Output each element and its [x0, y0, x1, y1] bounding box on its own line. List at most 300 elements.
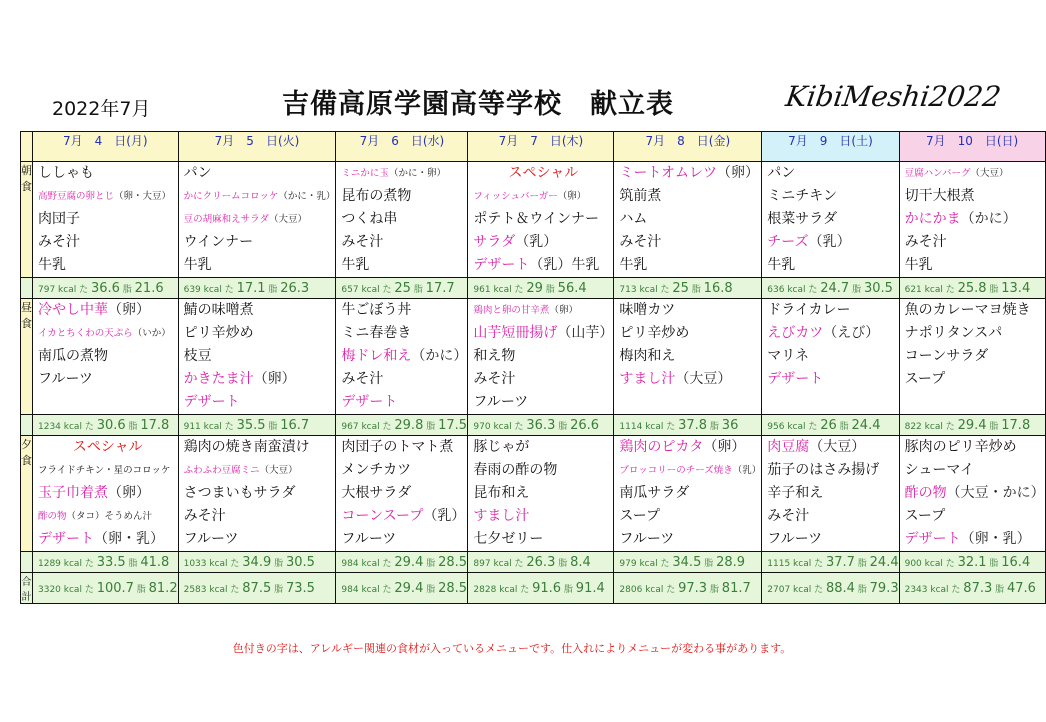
menu-item [179, 185, 336, 208]
day-header-row [21, 132, 1046, 162]
dish-name: 山芋短冊揚げ [473, 325, 558, 341]
menu-item [762, 528, 898, 551]
day-date: 7月 5 日 [214, 134, 278, 148]
kcal-unit: kcal [358, 584, 383, 595]
fat-label: 脂 [555, 421, 571, 432]
fat-value: 21.6 [134, 280, 164, 296]
nutrition-cell [899, 552, 1045, 573]
fat-value: 24.4 [869, 554, 899, 570]
dish-name: デザート [904, 531, 961, 547]
menu-item [614, 482, 761, 505]
protein-value: 29.8 [394, 417, 424, 433]
fat-label: 脂 [701, 558, 717, 569]
day-date: 7月 9 日 [788, 134, 852, 148]
dish-name: デザート [341, 394, 398, 410]
kcal-unit: kcal [784, 284, 809, 295]
nutrition-cell [899, 415, 1045, 436]
allergen-note: （大豆・かに） [946, 485, 1045, 501]
allergen-note: （えび） [823, 325, 880, 341]
allergen-note: （卵） [557, 191, 587, 202]
dish-name: 切干大根煮 [904, 188, 975, 204]
lunch-row [21, 299, 1046, 415]
day-date: 7月 10 日 [925, 134, 997, 148]
dish-name: みそ汁 [341, 234, 384, 250]
dish-name: 大根サラダ [341, 485, 412, 501]
dish-name: 牛乳 [904, 257, 933, 273]
kcal-unit: kcal [60, 558, 85, 569]
dish-name: スープ [904, 508, 946, 524]
fat-label: 脂 [119, 284, 135, 295]
menu-item [762, 345, 898, 368]
menu-cell [762, 162, 899, 278]
menu-item [33, 482, 178, 505]
menu-cell [614, 299, 762, 415]
fat-value: 26.6 [570, 417, 600, 433]
menu-item [614, 368, 761, 391]
dish-name: みそ汁 [767, 508, 810, 524]
dish-name: 鶏肉の焼き南蛮漬け [183, 439, 310, 455]
menu-item [900, 162, 1045, 185]
dish-name: 七夕ゼリー [473, 531, 544, 547]
kcal-unit: kcal [55, 284, 80, 295]
dish-name: 枝豆 [183, 348, 212, 364]
menu-item [336, 391, 467, 414]
fat-label: 脂 [688, 284, 704, 295]
fat-label: 脂 [849, 284, 864, 295]
menu-item [336, 299, 467, 322]
dish-name: ミートオムレツ [619, 165, 718, 181]
kcal-unit: kcal [358, 284, 383, 295]
protein-label: た [814, 558, 826, 569]
kcal-value: 897 [473, 558, 491, 569]
menu-item [179, 528, 336, 551]
menu-item [468, 368, 613, 391]
day-of-week: (水) [422, 134, 445, 148]
fat-value: 47.6 [1006, 580, 1036, 596]
menu-item [179, 254, 336, 277]
dish-name: 玉子巾着煮 [38, 485, 108, 501]
dinner-nutrition-label [21, 552, 33, 573]
dish-name: えびカツ [767, 325, 824, 341]
menu-item [468, 231, 613, 254]
nutrition-cell [614, 552, 762, 573]
fat-label: 脂 [707, 421, 722, 432]
fat-value: 30.5 [863, 280, 893, 296]
fat-label: 脂 [555, 558, 571, 569]
fat-value: 28.9 [716, 554, 746, 570]
fat-label: 脂 [423, 584, 439, 595]
fat-value: 73.5 [285, 580, 315, 596]
protein-value: 29.4 [957, 417, 987, 433]
dish-name: スープ [619, 508, 661, 524]
day-header [468, 132, 614, 162]
menu-item [179, 208, 336, 231]
menu-item [468, 505, 613, 528]
menu-item [468, 528, 613, 551]
dish-name: 和え物 [473, 348, 516, 364]
menu-item [468, 436, 613, 459]
nutrition-cell [468, 552, 614, 573]
nutrition-cell [336, 415, 468, 436]
dish-name: 牛乳 [183, 257, 212, 273]
protein-label: た [514, 421, 527, 432]
menu-item [900, 368, 1045, 391]
dish-name: コーンサラダ [904, 348, 989, 364]
protein-label: た [514, 284, 527, 295]
fat-label: 脂 [854, 584, 870, 595]
dish-name: 豚じゃが [473, 439, 530, 455]
menu-item [336, 185, 467, 208]
dish-name: マリネ [767, 348, 810, 364]
dish-name: スペシャル [72, 439, 143, 455]
dish-name: 鶏肉のピカタ [619, 439, 704, 455]
day-date: 7月 4 日 [62, 134, 127, 148]
protein-label: た [808, 284, 821, 295]
fat-label: 脂 [410, 284, 426, 295]
day-of-week: (木) [561, 134, 584, 148]
protein-value: 24.7 [820, 280, 850, 296]
kcal-value: 797 [38, 284, 56, 295]
menu-table [20, 131, 1046, 604]
dish-name: フルーツ [341, 531, 397, 547]
menu-cell [468, 162, 614, 278]
kcal-unit: kcal [60, 584, 85, 595]
dish-name: シューマイ [904, 462, 975, 478]
fat-value: 16.7 [280, 417, 310, 433]
dish-name: 冷やし中華 [38, 302, 108, 318]
day-date: 7月 7 日 [498, 134, 562, 148]
menu-cell [178, 299, 336, 415]
menu-item [468, 322, 613, 345]
fat-label: 脂 [542, 284, 558, 295]
protein-label: た [224, 421, 237, 432]
dish-name: 高野豆腐の卵とじ [38, 191, 115, 202]
dish-name: 茄子のはさみ揚げ [767, 462, 880, 478]
fat-label: 脂 [133, 584, 149, 595]
kcal-value: 621 [904, 284, 922, 295]
protein-label: た [660, 558, 673, 569]
menu-item [33, 299, 178, 322]
nutrition-cell [178, 552, 336, 573]
fat-value: 56.4 [557, 280, 587, 296]
nutrition-cell [762, 552, 899, 573]
menu-item [762, 459, 898, 482]
dish-name: みそ汁 [183, 508, 226, 524]
menu-item [762, 231, 898, 254]
menu-item [33, 459, 178, 482]
protein-label: た [382, 584, 395, 595]
kcal-unit: kcal [490, 558, 515, 569]
kcal-value: 1033 [183, 558, 207, 569]
nutrition-cell [762, 278, 899, 299]
nutrition-cell [178, 573, 336, 604]
kcal-unit: kcal [358, 421, 383, 432]
protein-value: 25 [672, 280, 689, 296]
menu-cell [178, 162, 336, 278]
nutrition-cell [33, 573, 179, 604]
allergen-note: （タコ）そうめん汁 [66, 511, 153, 522]
allergen-note: （卵・乳） [94, 531, 164, 547]
fat-value: 79.3 [869, 580, 899, 596]
fat-value: 17.5 [438, 417, 468, 433]
kcal-value: 911 [183, 421, 201, 432]
dish-name: パン [183, 165, 212, 181]
dish-name: フィッシュバーガー [473, 191, 558, 202]
kcal-value: 1114 [619, 421, 643, 432]
fat-value: 36 [721, 417, 739, 433]
fat-value: 81.2 [148, 580, 178, 596]
allergen-note: （乳） [732, 465, 762, 476]
nutrition-cell [762, 415, 899, 436]
menu-item [179, 391, 336, 414]
menu-item [336, 505, 467, 528]
menu-item [900, 185, 1045, 208]
menu-cell [336, 436, 468, 552]
dish-name: 昆布の煮物 [341, 188, 412, 204]
dish-name: 昆布和え [473, 485, 530, 501]
menu-item [900, 322, 1045, 345]
dish-name: かにクリームコロッケ [183, 191, 279, 202]
nutrition-cell [614, 278, 762, 299]
fat-value: 91.4 [575, 580, 605, 596]
kcal-value: 639 [183, 284, 201, 295]
dish-name: 梅ドレ和え [341, 348, 412, 364]
kcal-unit: kcal [784, 421, 809, 432]
fat-value: 8.4 [570, 554, 591, 570]
fat-label: 脂 [271, 558, 286, 569]
menu-item [614, 185, 761, 208]
menu-item [336, 322, 467, 345]
total-nutrition-label: 合計 [21, 573, 33, 604]
protein-value: 91.6 [532, 580, 562, 596]
allergen-note: （大豆） [259, 465, 298, 476]
dish-name: ブロッコリーのチーズ焼き [619, 465, 733, 476]
menu-cell [899, 162, 1045, 278]
menu-cell [899, 299, 1045, 415]
total-nutrition-row [21, 573, 1046, 604]
fat-value: 30.5 [285, 554, 315, 570]
page-title: 吉備高原学園高等学校 献立表 [282, 89, 674, 120]
nutrition-cell [178, 415, 336, 436]
allergen-note: （卵・乳） [960, 531, 1031, 547]
fat-label: 脂 [561, 584, 576, 595]
protein-label: た [514, 558, 527, 569]
dish-name: ナポリタンスパ [904, 325, 1003, 341]
allergen-note: （卵・大豆） [114, 191, 172, 202]
menu-item [33, 345, 178, 368]
dish-name: 豆腐ハンバーグ [904, 168, 971, 179]
kibimeshi-logo: KibiMeshi2022 [783, 80, 1003, 113]
allergen-note: （山芋） [557, 325, 614, 341]
nutrition-cell [468, 573, 614, 604]
kcal-value: 3320 [38, 584, 61, 595]
day-of-week: (金) [708, 134, 731, 148]
kcal-value: 979 [619, 558, 637, 569]
protein-value: 87.5 [242, 580, 272, 596]
protein-value: 36.6 [90, 280, 120, 296]
protein-value: 17.1 [236, 280, 266, 296]
allergen-note: （卵） [717, 165, 760, 181]
dish-name: 梅肉和え [619, 348, 676, 364]
kcal-value: 900 [904, 558, 922, 569]
nutrition-cell [336, 278, 468, 299]
dinner-label: 夕食 [21, 436, 33, 552]
menu-item [33, 322, 178, 345]
dish-name: ポテト＆ウインナー [473, 211, 600, 227]
menu-item [336, 162, 467, 185]
kcal-value: 636 [767, 284, 785, 295]
allergen-note: （かに） [960, 211, 1017, 227]
kcal-value: 713 [619, 284, 637, 295]
fat-value: 41.8 [140, 554, 170, 570]
nutrition-cell [762, 573, 899, 604]
dish-name: 肉豆腐 [767, 439, 810, 455]
menu-item [468, 345, 613, 368]
kcal-value: 822 [904, 421, 922, 432]
kcal-value: 2806 [619, 584, 643, 595]
dish-name: デザート [38, 531, 94, 547]
fat-label: 脂 [992, 584, 1007, 595]
dish-name: 鯖の味噌煮 [183, 302, 254, 318]
dinner-nutrition-row [21, 552, 1046, 573]
dish-name: コーンスープ [341, 508, 424, 524]
nutrition-cell [468, 278, 614, 299]
dish-name: フライドチキン・星のコロッケ [38, 465, 171, 476]
fat-label: 脂 [423, 421, 439, 432]
protein-value: 88.4 [825, 580, 855, 596]
nutrition-cell [899, 573, 1045, 604]
menu-item [33, 505, 178, 528]
allergen-note: （卵） [108, 485, 150, 501]
protein-value: 26 [820, 417, 837, 433]
breakfast-label: 朝食 [21, 162, 33, 278]
menu-item [336, 436, 467, 459]
dish-name: フルーツ [183, 531, 239, 547]
dish-name: 春雨の酢の物 [473, 462, 558, 478]
menu-item [33, 185, 178, 208]
dish-name: 酢の物 [38, 511, 67, 522]
menu-item [336, 482, 467, 505]
dish-name: ピリ辛炒め [619, 325, 690, 341]
fat-label: 脂 [707, 584, 722, 595]
fat-value: 16.8 [703, 280, 733, 296]
protein-value: 29 [526, 280, 543, 296]
fat-value: 81.7 [721, 580, 751, 596]
dish-name: 根菜サラダ [767, 211, 838, 227]
menu-item [762, 185, 898, 208]
kcal-unit: kcal [790, 584, 815, 595]
dish-name: 豚肉のピリ辛炒め [904, 439, 1017, 455]
menu-item [614, 345, 761, 368]
year-month: 2022年7月 [52, 98, 151, 120]
kcal-unit: kcal [927, 584, 952, 595]
lunch-nutrition-row [21, 415, 1046, 436]
menu-item [614, 299, 761, 322]
menu-cell [899, 436, 1045, 552]
fat-value: 28.5 [438, 554, 468, 570]
menu-item [762, 162, 898, 185]
menu-item [179, 436, 336, 459]
fat-label: 脂 [986, 558, 1002, 569]
menu-item [179, 368, 336, 391]
protein-value: 25.8 [957, 280, 987, 296]
fat-label: 脂 [854, 558, 870, 569]
kcal-unit: kcal [921, 558, 946, 569]
kcal-unit: kcal [200, 284, 225, 295]
allergen-note: （卵） [549, 305, 578, 316]
menu-item [33, 254, 178, 277]
day-date: 7月 8 日 [645, 134, 709, 148]
fat-value: 17.8 [1001, 417, 1031, 433]
lunch-nutrition-label [21, 415, 33, 436]
fat-value: 26.3 [280, 280, 310, 296]
kcal-unit: kcal [921, 421, 946, 432]
kcal-unit: kcal [358, 558, 383, 569]
protein-label: た [520, 584, 533, 595]
menu-item [762, 254, 898, 277]
protein-label: た [666, 421, 679, 432]
menu-cell [762, 436, 899, 552]
day-header [899, 132, 1045, 162]
menu-item [762, 208, 898, 231]
kcal-unit: kcal [200, 421, 225, 432]
kcal-unit: kcal [790, 558, 815, 569]
breakfast-nutrition-label [21, 278, 33, 299]
dish-name: サラダ [473, 234, 516, 250]
dish-name: ピリ辛炒め [183, 325, 254, 341]
kcal-unit: kcal [490, 421, 515, 432]
menu-item [468, 185, 613, 208]
kcal-value: 2707 [767, 584, 791, 595]
kcal-value: 657 [341, 284, 359, 295]
dish-name: デザート [767, 371, 824, 387]
menu-item [336, 368, 467, 391]
menu-item [762, 482, 898, 505]
dish-name: 筑前煮 [619, 188, 662, 204]
dish-name: 肉団子 [38, 211, 80, 227]
dish-name: つくね串 [341, 211, 398, 227]
menu-cell [468, 436, 614, 552]
protein-value: 36.3 [526, 417, 556, 433]
protein-label: た [660, 284, 673, 295]
protein-label: た [945, 421, 958, 432]
protein-label: た [382, 421, 395, 432]
kcal-unit: kcal [490, 284, 515, 295]
dish-name: 牛乳 [38, 257, 66, 273]
dish-name: 酢の物 [904, 485, 947, 501]
menu-cell [336, 299, 468, 415]
menu-item [33, 231, 178, 254]
dish-name: 鶏肉と卵の甘辛煮 [473, 305, 550, 316]
kcal-value: 970 [473, 421, 491, 432]
menu-item [468, 299, 613, 322]
kcal-unit: kcal [642, 584, 667, 595]
dish-name: みそ汁 [619, 234, 662, 250]
nutrition-cell [899, 278, 1045, 299]
menu-item [336, 231, 467, 254]
menu-item [179, 345, 336, 368]
menu-cell [178, 436, 336, 552]
dish-name: みそ汁 [38, 234, 80, 250]
menu-item [614, 254, 761, 277]
nutrition-cell [614, 415, 762, 436]
menu-item [900, 299, 1045, 322]
allergen-note: （大豆） [675, 371, 732, 387]
kcal-value: 1115 [767, 558, 791, 569]
menu-item [336, 459, 467, 482]
protein-value: 32.1 [957, 554, 987, 570]
day-header [614, 132, 762, 162]
